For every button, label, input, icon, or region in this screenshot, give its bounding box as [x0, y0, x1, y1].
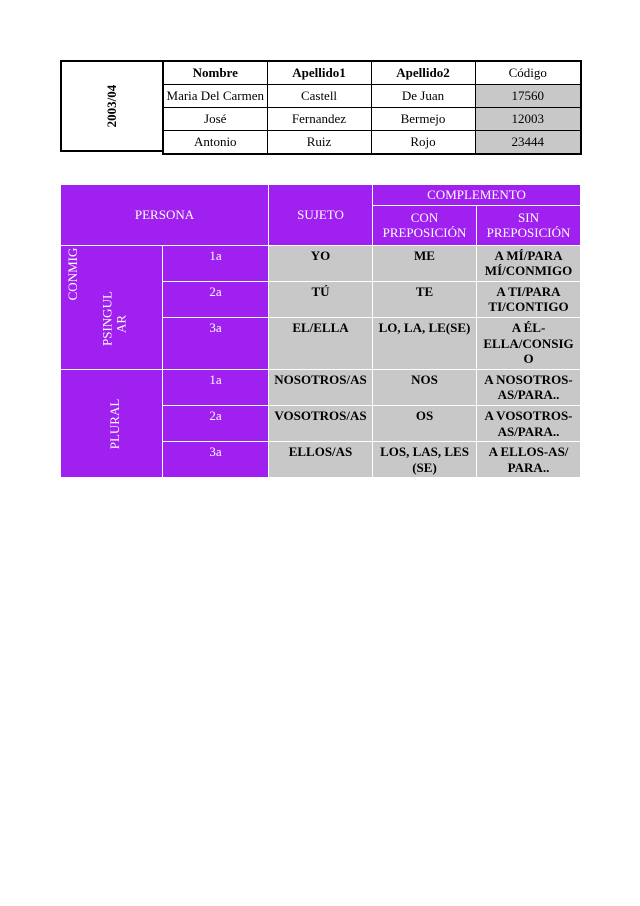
header-con-preposicion: CON PREPOSICIÓN — [373, 205, 477, 245]
header-sujeto: SUJETO — [269, 185, 373, 246]
cell-con-preposicion: NOS — [373, 369, 477, 405]
cell-sujeto: EL/ELLA — [269, 317, 373, 369]
cell-sin-preposicion: A VOSOTROS-AS/PARA.. — [477, 405, 581, 441]
pronouns-table — [60, 184, 581, 478]
table-row — [61, 245, 581, 281]
cell-con-preposicion: TE — [373, 281, 477, 317]
cell-person: 2a — [163, 405, 269, 441]
cell-sin-preposicion: A TI/PARA TI/CONTIGO — [477, 281, 581, 317]
cell-apellido1: Fernandez — [267, 108, 371, 131]
cell-sujeto: ELLOS/AS — [269, 442, 373, 478]
cell-con-preposicion: LO, LA, LE(SE) — [373, 317, 477, 369]
plural-group-cell — [61, 369, 163, 478]
cell-apellido2: Rojo — [371, 131, 475, 155]
cell-codigo: 12003 — [475, 108, 581, 131]
header-codigo: Código — [475, 61, 581, 85]
cell-person: 1a — [163, 369, 269, 405]
cell-apellido2: Bermejo — [371, 108, 475, 131]
students-table — [162, 60, 582, 155]
pronouns-header-row — [61, 185, 581, 206]
header-sin-preposicion: SIN PREPOSICIÓN — [477, 205, 581, 245]
cell-con-preposicion: LOS, LAS, LES (SE) — [373, 442, 477, 478]
table-row — [163, 85, 581, 108]
cell-con-preposicion: ME — [373, 245, 477, 281]
cell-sin-preposicion: A ÉL-ELLA/CONSIG O — [477, 317, 581, 369]
cell-sujeto: YO — [269, 245, 373, 281]
cell-sujeto: VOSOTROS/AS — [269, 405, 373, 441]
header-nombre: Nombre — [163, 61, 267, 85]
cell-sin-preposicion: A NOSOTROS-AS/PARA.. — [477, 369, 581, 405]
table-row — [163, 108, 581, 131]
cell-sujeto: NOSOTROS/AS — [269, 369, 373, 405]
cell-apellido1: Ruiz — [267, 131, 371, 155]
cell-sin-preposicion: A ELLOS-AS/ PARA.. — [477, 442, 581, 478]
singular-inner-label: PSINGUL AR — [99, 290, 129, 346]
cell-person: 1a — [163, 245, 269, 281]
header-apellido2: Apellido2 — [371, 61, 475, 85]
table-row — [163, 131, 581, 155]
header-apellido1: Apellido1 — [267, 61, 371, 85]
cell-person: 3a — [163, 317, 269, 369]
cell-apellido2: De Juan — [371, 85, 475, 108]
cell-sin-preposicion: A MÍ/PARA MÍ/CONMIGO — [477, 245, 581, 281]
cell-sujeto: TÚ — [269, 281, 373, 317]
cell-person: 3a — [163, 442, 269, 478]
singular-outer-label: CONMIG — [65, 247, 81, 300]
cell-nombre: Antonio — [163, 131, 267, 155]
plural-label: PLURAL — [107, 398, 123, 449]
header-complemento: COMPLEMENTO — [373, 185, 581, 206]
cell-con-preposicion: OS — [373, 405, 477, 441]
singular-group-cell — [61, 245, 163, 369]
table-row — [61, 369, 581, 405]
table-header-row — [163, 61, 581, 85]
cell-nombre: José — [163, 108, 267, 131]
cell-person: 2a — [163, 281, 269, 317]
header-persona: PERSONA — [61, 185, 269, 246]
cell-codigo: 17560 — [475, 85, 581, 108]
year-cell — [60, 60, 162, 152]
year-label: 2003/04 — [104, 84, 119, 128]
cell-codigo: 23444 — [475, 131, 581, 155]
cell-apellido1: Castell — [267, 85, 371, 108]
cell-nombre: Maria Del Carmen — [163, 85, 267, 108]
